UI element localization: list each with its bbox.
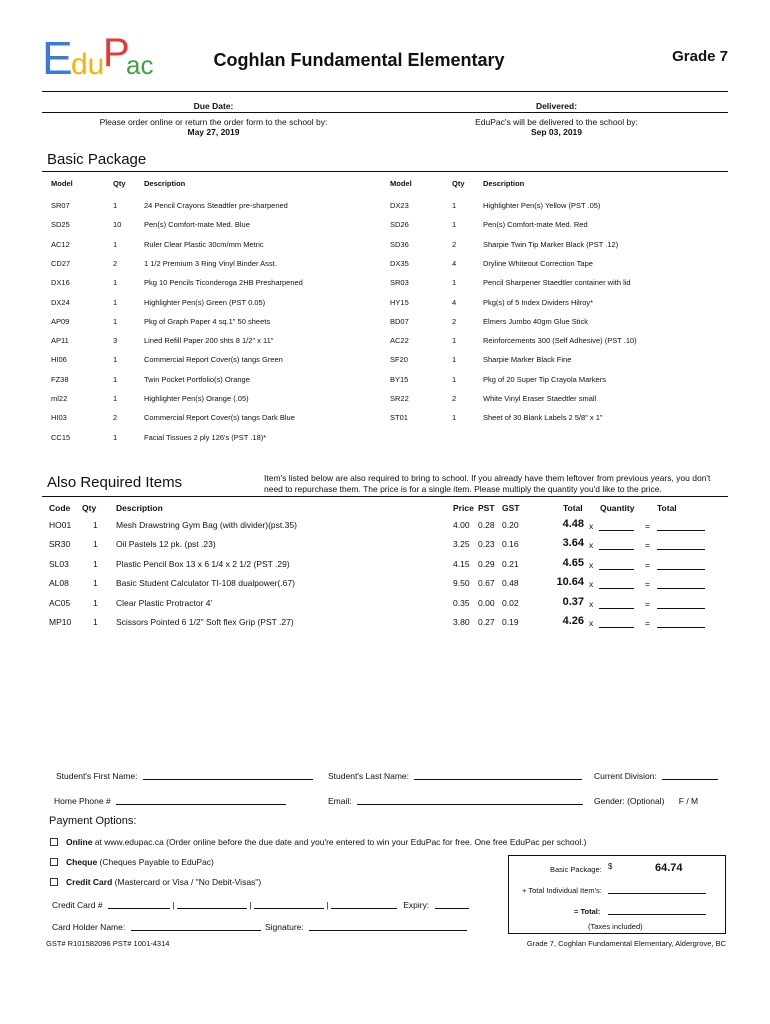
req-line-total-field[interactable] [657,588,705,589]
basic-left-model: DX16 [51,278,70,287]
division-field[interactable] [662,779,718,780]
gender-label: Gender: (Optional) [594,796,665,806]
card-holder-label: Card Holder Name: [52,922,126,932]
req-header-price: Price [453,503,474,513]
basic-package-title: Basic Package [47,151,147,168]
basic-left-qty: 2 [113,259,118,268]
basic-left-desc: 24 Pencil Crayons Steadtler pre-sharpened [144,201,288,210]
basic-right-desc: Pkg of 20 Super Tip Crayola Markers [483,375,606,384]
req-gst: 0.48 [502,578,519,588]
req-times-sign: x [589,618,594,628]
req-qty: 1 [93,539,98,549]
basic-left-desc: Pen(s) Comfort-mate Med. Blue [144,220,250,229]
req-gst: 0.19 [502,617,519,627]
basic-right-desc: Pkg(s) of 5 Index Dividers Hilroy* [483,298,594,307]
basic-right-model: SR22 [390,394,409,403]
also-required-title: Also Required Items [47,474,183,491]
basic-left-model: ml22 [51,394,68,403]
basic-right-desc: White Vinyl Eraser Staedtler small [483,394,597,403]
summary-total-label: = Total: [574,907,601,916]
req-pst: 0.00 [478,598,495,608]
req-code: MP10 [49,617,72,627]
email-label: Email: [328,796,352,806]
req-line-total-field[interactable] [657,549,705,550]
basic-right-desc: Sharpie Twin Tip Marker Black (PST .12) [483,240,619,249]
delivered-label: Delivered: [535,101,578,111]
req-price: 4.00 [453,520,470,530]
credit-card-row [52,900,469,910]
basic-right-model: ST01 [390,413,408,422]
req-quantity-field[interactable] [599,569,634,570]
summary-basic-amount: 64.74 [655,862,683,874]
req-pst: 0.23 [478,539,495,549]
basic-left-desc: Pkg 10 Pencils Ticonderoga 2HB Presharpened [144,278,303,287]
logo-letter-e: E [42,32,73,84]
req-header-quantity: Quantity [600,503,635,513]
online-checkbox[interactable] [50,838,58,846]
req-price: 9.50 [453,578,470,588]
grade-label: Grade 7 [672,48,728,65]
req-gst: 0.21 [502,559,519,569]
basic-right-desc: Pencil Sharpener Staedtler container with lid [483,278,631,287]
req-header-code: Code [49,503,71,513]
basic-left-desc: 1 1/2 Premium 3 Ring Vinyl Binder Asst. [144,259,277,268]
basic-left-desc: Commercial Report Cover(s) tangs Green [144,355,283,364]
payment-options-title: Payment Options: [49,815,137,827]
basic-right-desc: Reinforcements 300 (Self Adhesive) (PST .10) [483,336,637,345]
phone-field[interactable] [116,804,286,805]
logo-letters-ac: ac [126,50,154,80]
first-name-row [56,771,313,781]
basic-left-desc: Ruler Clear Plastic 30cm/mm Metric [144,240,264,249]
basic-left-desc: Facial Tissues 2 ply 126's (PST .18)* [144,433,267,442]
card-number-field-1[interactable] [108,908,170,909]
email-field[interactable] [357,804,583,805]
req-header-desc: Description [116,503,163,513]
req-description: Plastic Pencil Box 13 x 6 1/4 x 2 1/2 (PST .29) [116,559,290,569]
summary-items-label: + Total Individual Item's: [522,886,602,895]
basic-left-desc: Pkg of Graph Paper 4 sq.1" 50 sheets [144,317,271,326]
card-separator-3: | [326,900,329,910]
basic-header-desc-left: Description [144,179,186,188]
req-times-sign: x [589,579,594,589]
req-price: 3.80 [453,617,470,627]
basic-header-qty-left: Qty [113,179,126,188]
req-gst: 0.16 [502,539,519,549]
req-qty: 1 [93,598,98,608]
req-qty: 1 [93,578,98,588]
req-quantity-field[interactable] [599,530,634,531]
last-name-field[interactable] [414,779,582,780]
division-row [594,771,718,781]
card-holder-row [52,922,467,932]
basic-right-model: HY15 [390,298,409,307]
dates-divider [42,112,728,113]
basic-right-desc: Dryline Whiteout Correction Tape [483,259,593,268]
basic-left-model: AP09 [51,317,70,326]
card-separator-2: | [249,900,252,910]
card-holder-field[interactable] [131,930,261,931]
basic-right-qty: 2 [452,240,457,249]
req-total: 10.64 [556,576,584,588]
req-quantity-field[interactable] [599,627,634,628]
online-option-label: Online [66,837,93,847]
first-name-label: Student's First Name: [56,771,138,781]
basic-left-desc: Twin Pocket Portfolio(s) Orange [144,375,250,384]
req-qty: 1 [93,520,98,530]
req-line-total-field[interactable] [657,627,705,628]
tax-numbers: GST# R101582096 PST# 1001-4314 [46,939,170,948]
req-times-sign: x [589,521,594,531]
req-total: 4.48 [562,518,584,530]
credit-option-text: (Mastercard or Visa / "No Debit-Visas") [112,877,262,887]
basic-right-qty: 4 [452,298,457,307]
req-pst: 0.67 [478,578,495,588]
req-equals-sign: = [645,540,650,550]
basic-right-qty: 2 [452,394,457,403]
req-quantity-field[interactable] [599,549,634,550]
summary-total-field[interactable] [608,914,706,915]
cheque-option [66,857,214,867]
basic-right-model: BY15 [390,375,409,384]
basic-left-qty: 10 [113,220,122,229]
basic-left-desc: Lined Refill Paper 200 shts 8 1/2" x 11" [144,336,274,345]
basic-left-model: HI06 [51,355,67,364]
req-qty: 1 [93,617,98,627]
req-header-pst: PST [478,503,495,513]
basic-right-qty: 1 [452,201,457,210]
card-number-field-4[interactable] [331,908,397,909]
basic-left-model: CD27 [51,259,71,268]
req-header-gst: GST [502,503,520,513]
due-date-info [42,117,385,137]
due-date-text: Please order online or return the order form to the school by: [99,117,328,127]
req-times-sign: x [589,540,594,550]
req-quantity-field[interactable] [599,608,634,609]
req-pst: 0.27 [478,617,495,627]
basic-right-qty: 1 [452,220,457,229]
req-pst: 0.28 [478,520,495,530]
online-option-text: at www.edupac.ca (Order online before the due date and you're entered to win your EduPac for free. One free EduPac per school.) [92,837,587,847]
req-code: AC05 [49,598,71,608]
basic-right-model: DX35 [390,259,409,268]
basic-left-qty: 1 [113,240,118,249]
card-separator-1: | [172,900,175,910]
basic-package-divider [42,171,728,172]
due-date-label: Due Date: [193,101,234,111]
basic-left-model: AC12 [51,240,70,249]
basic-right-qty: 1 [452,375,457,384]
req-line-total-field[interactable] [657,530,705,531]
basic-right-desc: Elmers Jumbo 40gm Glue Stick [483,317,589,326]
summary-taxes-note: (Taxes included) [588,922,643,931]
req-price: 4.15 [453,559,470,569]
basic-left-model: SR07 [51,201,70,210]
signature-field[interactable] [309,930,467,931]
basic-right-desc: Highlighter Pen(s) Yellow (PST .05) [483,201,601,210]
basic-right-qty: 2 [452,317,457,326]
req-description: Scissors Pointed 6 1/2" Soft flex Grip (PST .27) [116,617,294,627]
req-qty: 1 [93,559,98,569]
req-line-total-field[interactable] [657,569,705,570]
basic-right-qty: 1 [452,413,457,422]
basic-right-model: SD36 [390,240,409,249]
req-code: AL08 [49,578,69,588]
online-option [66,837,586,847]
phone-label: Home Phone # [54,796,111,806]
req-header-qty: Qty [82,503,97,513]
basic-right-model: AC22 [390,336,409,345]
req-total: 3.64 [562,537,584,549]
req-code: SR30 [49,539,71,549]
summary-basic-label: Basic Package: [550,865,602,874]
req-price: 0.35 [453,598,470,608]
req-gst: 0.02 [502,598,519,608]
cheque-option-text: (Cheques Payable to EduPac) [97,857,214,867]
req-gst: 0.20 [502,520,519,530]
basic-left-model: AP11 [51,336,69,345]
req-price: 3.25 [453,539,470,549]
card-number-field-2[interactable] [177,908,247,909]
basic-right-desc: Sheet of 30 Blank Labels 2 5/8" x 1" [483,413,603,422]
school-name: Coghlan Fundamental Elementary [213,50,505,70]
logo-letter-p: P [103,31,130,75]
basic-left-qty: 2 [113,413,118,422]
gender-options[interactable]: F / M [678,796,699,806]
credit-option-label: Credit Card [66,877,113,887]
req-equals-sign: = [645,521,650,531]
req-equals-sign: = [645,579,650,589]
basic-left-model: HI03 [51,413,67,422]
basic-left-desc: Highlighter Pen(s) Green (PST 0.05) [144,298,266,307]
basic-left-model: CC15 [51,433,71,442]
req-quantity-field[interactable] [599,588,634,589]
basic-left-model: DX24 [51,298,70,307]
basic-right-qty: 4 [452,259,457,268]
basic-left-qty: 3 [113,336,118,345]
last-name-label: Student's Last Name: [328,771,409,781]
basic-header-desc-right: Description [483,179,525,188]
division-label: Current Division: [594,771,657,781]
basic-left-desc: Commercial Report Cover(s) tangs Dark Blue [144,413,295,422]
req-times-sign: x [589,599,594,609]
basic-right-model: SD26 [390,220,409,229]
last-name-row [328,771,582,781]
also-required-note: Item's listed below are also required to bring to school. If you already have them leftover from previous years, you don't need to repurchase them. The price is for a single item. Please multiply the quantity you'd like to the price. [264,473,711,494]
summary-items-field[interactable] [608,893,706,894]
basic-right-qty: 1 [452,355,457,364]
basic-left-qty: 1 [113,433,118,442]
basic-left-qty: 1 [113,298,118,307]
req-total: 0.37 [562,596,584,608]
basic-left-qty: 1 [113,355,118,364]
req-description: Oil Pastels 12 pk. (pst .23) [116,539,216,549]
header-divider [42,91,728,92]
delivered-text: EduPac's will be delivered to the school by: [475,117,638,127]
credit-card-label: Credit Card # [52,900,103,910]
basic-header-qty-right: Qty [452,179,465,188]
basic-left-qty: 1 [113,394,118,403]
req-pst: 0.29 [478,559,495,569]
basic-right-model: SR03 [390,278,409,287]
req-total: 4.26 [562,615,584,627]
req-description: Basic Student Calculator TI-108 dualpower(.67) [116,578,295,588]
req-header-total2: Total [657,503,677,513]
basic-left-qty: 1 [113,317,118,326]
delivered-date-value: Sep 03, 2019 [530,127,583,137]
req-code: SL03 [49,559,69,569]
summary-currency: $ [608,862,613,871]
basic-right-qty: 1 [452,336,457,345]
delivered-info [385,117,728,137]
phone-row [54,796,286,806]
basic-right-model: BD07 [390,317,409,326]
basic-right-desc: Sharpie Marker Black Fine [483,355,572,364]
basic-left-desc: Highlighter Pen(s) Orange (.05) [144,394,249,403]
expiry-label: Expiry: [403,900,430,910]
credit-checkbox[interactable] [50,878,58,886]
basic-header-model-right: Model [390,179,412,188]
expiry-field[interactable] [435,908,469,909]
basic-right-desc: Pen(s) Comfort-mate Med. Red [483,220,588,229]
basic-header-model-left: Model [51,179,73,188]
cheque-checkbox[interactable] [50,858,58,866]
basic-left-qty: 1 [113,375,118,384]
basic-left-model: FZ38 [51,375,69,384]
also-required-divider [42,496,728,497]
cheque-option-label: Cheque [66,857,98,867]
first-name-field[interactable] [143,779,313,780]
basic-right-model: SF20 [390,355,408,364]
req-equals-sign: = [645,599,650,609]
basic-right-qty: 1 [452,278,457,287]
gender-row [594,796,698,806]
footer-school-line: Grade 7, Coghlan Fundamental Elementary, Aldergrove, BC [526,939,726,948]
req-code: HO01 [49,520,72,530]
credit-option [66,877,261,887]
signature-label: Signature: [264,922,304,932]
req-description: Mesh Drawstring Gym Bag (with divider)(pst.35) [116,520,297,530]
email-row [328,796,583,806]
basic-left-model: SD25 [51,220,70,229]
req-equals-sign: = [645,618,650,628]
due-date-value: May 27, 2019 [187,127,240,137]
req-times-sign: x [589,560,594,570]
logo-letters-du: du [71,48,105,81]
req-line-total-field[interactable] [657,608,705,609]
basic-left-qty: 1 [113,278,118,287]
req-header-total: Total [563,503,583,513]
req-total: 4.65 [562,557,584,569]
basic-right-model: DX23 [390,201,409,210]
basic-left-qty: 1 [113,201,118,210]
req-description: Clear Plastic Protractor 4' [116,598,213,608]
req-equals-sign: = [645,560,650,570]
edupac-logo [42,26,154,84]
card-number-field-3[interactable] [254,908,324,909]
